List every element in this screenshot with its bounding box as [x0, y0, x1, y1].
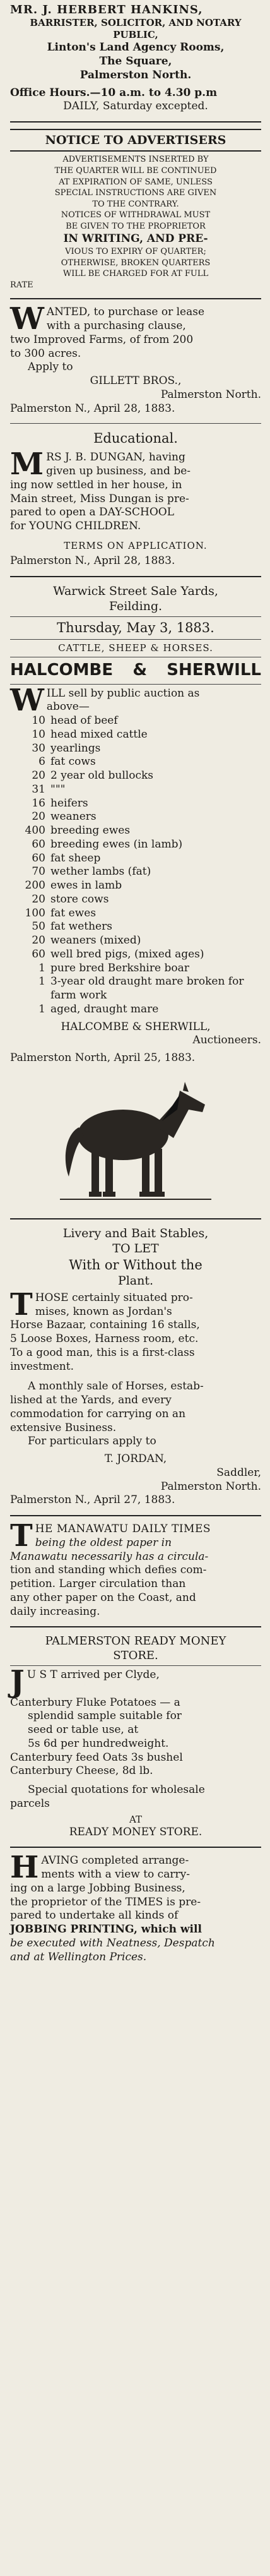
jobbing-line: AVING completed arrange- [41, 1854, 189, 1867]
notice-line: WILL BE CHARGED FOR AT FULL [62, 269, 209, 279]
divider [10, 684, 261, 685]
sale-item-desc: fat sheep [50, 851, 101, 865]
sale-item-qty: 20 [32, 769, 45, 782]
sale-signer: HALCOMBE & SHERWILL, [61, 1020, 211, 1033]
divider [10, 423, 261, 424]
sale-item-qty: 1 [38, 975, 45, 988]
livery-with: With or Without the [69, 1257, 202, 1273]
livery-ad [10, 1222, 261, 1513]
times-line: daily increasing. [10, 1605, 100, 1618]
wanted-line: ANTED, to purchase or lease [46, 306, 205, 319]
ready-title: PALMERSTON READY MONEY [45, 1634, 226, 1648]
divider [10, 1665, 261, 1666]
ready-line: splendid sample suitable for [28, 1710, 182, 1723]
sale-list-item [10, 728, 261, 742]
sale-ad [10, 580, 261, 1216]
sale-item-qty: 50 [32, 920, 45, 933]
sale-item-desc: weaners [50, 810, 97, 824]
sale-item-qty: 20 [32, 810, 45, 824]
jobbing-line: be executed with Neatness, Despatch [10, 1936, 215, 1950]
livery-line: mises, known as Jordan's [35, 1305, 172, 1318]
times-line: any other paper on the Coast, and [10, 1591, 196, 1604]
educational-line: pared to open a DAY-SCHOOL [10, 506, 174, 519]
livery-signer-town: Palmerston North. [160, 1480, 261, 1493]
livery-line: For particulars apply to [28, 1435, 156, 1448]
times-line: petition. Larger circulation than [10, 1578, 186, 1590]
hankins-hours: Office Hours.—10 a.m. to 4.30 p.m [10, 86, 218, 99]
jobbing-line: JOBBING PRINTING, which will [10, 1923, 202, 1936]
ready-line: Special quotations for wholesale [28, 1783, 205, 1796]
wanted-date: Palmerston N., April 28, 1883. [10, 402, 175, 415]
livery-line: 5 Loose Boxes, Harness room, etc. [10, 1333, 199, 1345]
sale-list-item [10, 810, 261, 824]
times-dropcap: T [10, 1518, 33, 1554]
sale-subtitle: CATTLE, SHEEP & HORSES. [58, 642, 213, 654]
sale-intro: above— [46, 700, 90, 714]
sale-item-desc: breeding ewes [50, 824, 131, 837]
educational-line: Main street, Miss Dungan is pre- [10, 492, 189, 505]
times-ad [10, 1519, 261, 1624]
sale-date-footer: Palmerston North, April 25, 1883. [10, 1051, 196, 1065]
hankins-name: MR. J. HERBERT HANKINS, [10, 3, 203, 16]
sale-list-item [10, 934, 261, 948]
sale-list-item [10, 879, 261, 893]
notice-line: ADVERTISEMENTS INSERTED BY [62, 155, 209, 165]
sale-item-desc: aged, draught mare [50, 1002, 159, 1015]
times-line: Manawatu necessarily has a circula- [10, 1550, 209, 1563]
jobbing-line: pared to undertake all kinds of [10, 1909, 179, 1922]
jobbing-dropcap: H [10, 1850, 39, 1886]
ready-line: Canterbury Cheese, 8d lb. [10, 1764, 153, 1778]
sale-item-qty: 6 [38, 755, 45, 769]
notice-line: THE QUARTER WILL BE CONTINUED [54, 166, 217, 176]
jobbing-line: the proprietor of the TIMES is pre- [10, 1895, 201, 1908]
sale-item-qty: 400 [25, 824, 45, 837]
livery-line: Horse Bazaar, containing 16 stalls, [10, 1319, 200, 1332]
sale-list-item [10, 975, 261, 1003]
sale-item-desc: wether lambs (fat) [50, 865, 151, 878]
divider [10, 576, 261, 577]
horse-illustration [54, 1065, 218, 1211]
notice-line: VIOUS TO EXPIRY OF QUARTER; [65, 247, 206, 257]
educational-date: Palmerston N., April 28, 1883. [10, 554, 175, 567]
sale-item-qty: 20 [32, 892, 45, 906]
wanted-dropcap: W [10, 301, 44, 337]
sale-item-desc: """ [50, 782, 66, 796]
sale-item-desc: store cows [50, 892, 109, 906]
wanted-apply: Apply to [28, 361, 73, 374]
sale-list-item [10, 948, 261, 962]
sale-item-qty: 1 [38, 1002, 45, 1015]
sale-item-desc: 3-year old draught mare broken for farm work [50, 975, 244, 1002]
sale-item-qty: 1 [38, 961, 45, 974]
brand-ampersand: & [132, 661, 147, 680]
livery-line: investment. [10, 1360, 74, 1373]
divider [10, 1515, 261, 1516]
wanted-ad [10, 302, 261, 421]
sale-list-item [10, 907, 261, 921]
educational-line: ing now settled in her house, in [10, 478, 182, 491]
ready-line: U S T arrived per Clyde, [26, 1668, 160, 1682]
wanted-line: with a purchasing clause, [46, 320, 186, 333]
hankins-ad [10, 0, 261, 119]
sale-item-desc: weaners (mixed) [50, 934, 141, 947]
notice-line: NOTICES OF WITHDRAWAL MUST [61, 210, 211, 220]
sale-item-desc: fat cows [50, 755, 96, 769]
sale-date: Thursday, May 3, 1883. [57, 620, 214, 636]
sale-list-item [10, 893, 261, 907]
divider [10, 1626, 261, 1627]
ready-line: Canterbury Fluke Potatoes — a [10, 1696, 180, 1709]
wanted-town: Palmerston North. [160, 388, 261, 401]
wanted-line: two Improved Farms, of from 200 [10, 333, 194, 346]
sale-item-qty: 200 [25, 879, 45, 892]
ready-line: seed or table use, at [28, 1723, 139, 1736]
sale-list [10, 714, 261, 1017]
notice-emphasis: IN WRITING, AND PRE- [63, 232, 208, 246]
sale-item-qty: 30 [32, 741, 45, 755]
sale-list-item [10, 865, 261, 879]
sale-item-desc: breeding ewes (in lamb) [50, 837, 183, 851]
sale-list-item [10, 797, 261, 811]
jobbing-ad [10, 1850, 261, 1969]
sale-list-item [10, 742, 261, 756]
ready-ad [10, 1630, 261, 1844]
livery-line: commodation for carrying on an [10, 1407, 186, 1420]
sale-item-qty: 10 [32, 728, 45, 741]
jobbing-line: ments with a view to carry- [41, 1868, 190, 1881]
jobbing-line: and at Wellington Prices. [10, 1950, 147, 1963]
sale-item-qty: 60 [32, 837, 45, 851]
livery-signer-role: Saddler, [216, 1466, 261, 1479]
sale-list-item [10, 920, 261, 934]
ready-title-store: STORE. [113, 1649, 158, 1663]
sale-item-qty: 10 [32, 714, 45, 728]
livery-dropcap: T [10, 1286, 33, 1322]
sale-brand [10, 660, 261, 681]
times-line: HE MANAWATU DAILY TIMES [35, 1523, 211, 1535]
livery-date: Palmerston N., April 27, 1883. [10, 1494, 175, 1507]
livery-line: HOSE certainly situated pro- [35, 1291, 193, 1304]
sale-item-qty: 70 [32, 865, 45, 878]
educational-line: given up business, and be- [46, 465, 191, 478]
notice-line: OTHERWISE, BROKEN QUARTERS [61, 258, 211, 268]
sale-item-desc: ewes in lamb [50, 879, 122, 892]
sale-item-qty: 60 [32, 851, 45, 865]
educational-terms: TERMS ON APPLICATION. [64, 539, 208, 551]
divider [10, 616, 261, 617]
times-line: tion and standing which defies com- [10, 1564, 207, 1577]
sale-item-qty: 20 [32, 934, 45, 947]
hankins-profession: BARRISTER, SOLICITOR, AND NOTARY PUBLIC, [30, 17, 242, 41]
notice-line: RATE [10, 280, 33, 290]
hankins-town: Palmerston North. [79, 68, 192, 81]
divider [10, 298, 261, 299]
notice-line: BE GIVEN TO THE PROPRIETOR [66, 221, 206, 231]
sale-list-item [10, 755, 261, 769]
livery-to-let: TO LET [112, 1242, 159, 1256]
sale-item-desc: yearlings [50, 741, 101, 755]
sale-location: Feilding. [109, 599, 163, 614]
ready-store-name: READY MONEY STORE. [69, 1825, 202, 1838]
sale-item-desc: pure bred Berkshire boar [50, 961, 189, 974]
sale-list-item [10, 838, 261, 852]
sale-list-item [10, 1003, 261, 1017]
brand-halcombe: HALCOMBE [10, 661, 114, 680]
hankins-square: The Square, [99, 55, 172, 68]
sale-item-desc: fat wethers [50, 920, 112, 933]
ready-at: AT [129, 1813, 143, 1825]
educational-line: for YOUNG CHILDREN. [10, 520, 141, 533]
sale-item-qty: 31 [32, 782, 45, 796]
sale-item-desc: well bred pigs, (mixed ages) [50, 947, 204, 961]
hankins-rooms: Linton's Land Agency Rooms, [47, 41, 225, 54]
sale-item-desc: 2 year old bullocks [50, 769, 153, 782]
divider [10, 639, 261, 640]
sale-item-desc: head mixed cattle [50, 728, 148, 741]
sale-dropcap: W [10, 682, 44, 718]
sale-item-qty: 16 [32, 796, 45, 810]
ready-line: Canterbury feed Oats 3s bushel [10, 1751, 183, 1764]
ready-line: parcels [10, 1797, 50, 1810]
hankins-days: DAILY, Saturday excepted. [63, 100, 208, 113]
sale-list-item [10, 962, 261, 976]
times-line: being the oldest paper in [35, 1536, 172, 1549]
sale-intro: ILL sell by public auction as [46, 686, 200, 700]
sale-item-qty: 100 [25, 906, 45, 920]
livery-title: Livery and Bait Stables, [62, 1226, 209, 1240]
educational-dropcap: M [10, 446, 44, 482]
brand-sherwill: SHERWILL [167, 661, 261, 680]
divider [10, 121, 261, 123]
ready-dropcap: J [10, 1664, 25, 1700]
sale-signer-role: Auctioneers. [192, 1034, 261, 1047]
livery-plant: Plant. [117, 1274, 154, 1288]
sale-title: Warwick Street Sale Yards, [53, 584, 218, 598]
notice-line: SPECIAL INSTRUCTIONS ARE GIVEN [54, 188, 217, 198]
livery-line: To a good man, this is a first-class [10, 1346, 195, 1359]
ready-line: 5s 6d per hundredweight. [28, 1737, 169, 1750]
sale-item-desc: fat ewes [50, 906, 97, 920]
notice-line: TO THE CONTRARY. [92, 199, 179, 209]
livery-line: A monthly sale of Horses, estab- [28, 1380, 204, 1393]
educational-title: Educational. [93, 431, 178, 446]
jobbing-line: ing on a large Jobbing Business, [10, 1881, 185, 1895]
sale-list-item [10, 783, 261, 797]
divider [10, 1218, 261, 1219]
notice-ad [10, 125, 261, 296]
sale-list-item [10, 824, 261, 838]
livery-signer: T. JORDAN, [104, 1453, 167, 1465]
sale-list-item [10, 769, 261, 783]
sale-item-desc: heifers [50, 796, 88, 810]
notice-line: AT EXPIRATION OF SAME, UNLESS [59, 177, 213, 187]
educational-ad [10, 426, 261, 573]
sale-list-item [10, 714, 261, 728]
livery-line: lished at the Yards, and every [10, 1394, 172, 1406]
sale-item-qty: 60 [32, 947, 45, 961]
divider [10, 1847, 261, 1848]
educational-line: RS J. B. DUNGAN, having [46, 451, 185, 464]
livery-line: extensive Business. [10, 1421, 117, 1434]
sale-item-desc: head of beef [50, 714, 118, 728]
sale-list-item [10, 852, 261, 866]
wanted-signer: GILLETT BROS., [90, 374, 182, 388]
notice-title: NOTICE TO ADVERTISERS [10, 129, 261, 152]
wanted-line: to 300 acres. [10, 347, 81, 360]
